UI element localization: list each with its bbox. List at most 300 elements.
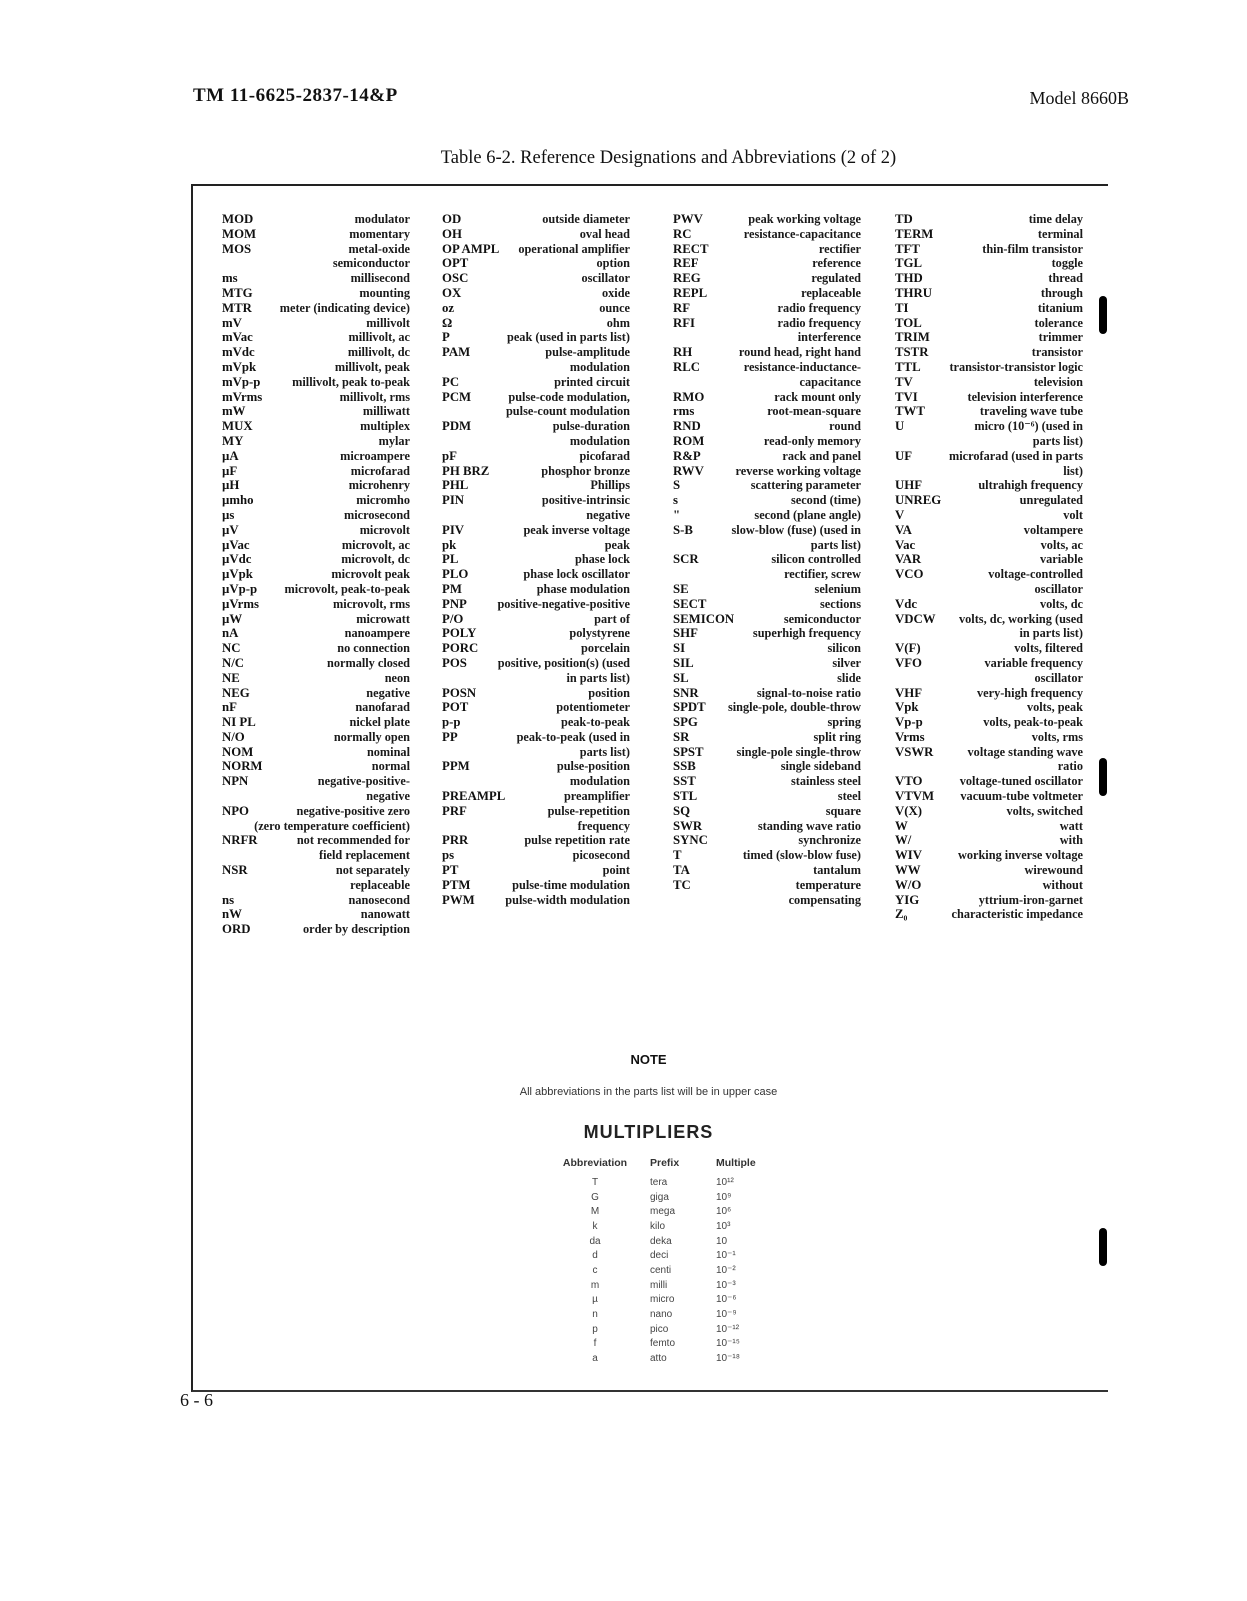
abbreviation-term: s [673,493,678,508]
abbreviation-definition: characteristic impedance [951,907,1083,922]
abbreviation-definition: microvolt peak [331,567,410,582]
abbreviation-term: NRFR [222,833,258,848]
abbreviation-definition: round head, right hand [738,345,861,360]
abbreviation-definition: picofarad [579,448,630,463]
abbreviation-term: VTVM [895,789,935,804]
multiplier-multiple: 10⁹ [716,1191,732,1203]
abbreviation-definition: signal-to-noise ratio [756,685,861,700]
abbreviation-column-4 [895,212,1083,922]
abbreviation-term: W/O [895,877,922,892]
abbreviation-entry [442,316,630,331]
abbreviation-term: TERM [895,226,934,241]
abbreviation-term: SPST [673,744,704,759]
abbreviation-entry [673,833,861,848]
abbreviation-term: MTR [222,300,252,315]
abbreviation-entry [673,819,861,834]
abbreviation-term: N/O [222,729,245,744]
abbreviation-term: WW [895,863,921,878]
abbreviation-definition: volt [1063,507,1083,522]
abbreviation-term: rms [673,404,695,419]
abbreviation-term: Vrms [895,729,925,744]
abbreviation-entry [222,656,410,671]
abbreviation-entry [895,878,1083,893]
multiplier-multiple: 10⁻² [716,1264,736,1276]
abbreviation-term: Vdc [895,596,918,611]
abbreviation-definition: normally open [333,729,410,744]
abbreviation-entry [673,656,861,671]
abbreviation-term: µs [222,507,235,522]
abbreviation-definition: reverse working voltage [735,463,861,478]
abbreviation-entry [222,582,410,597]
abbreviation-definition: yttrium-iron-garnet [978,892,1083,907]
abbreviation-definition: not separately replaceable [335,863,410,892]
abbreviation-definition: sections [820,596,861,611]
abbreviation-entry [222,538,410,553]
abbreviation-term: RWV [673,463,704,478]
abbreviation-term: NOM [222,744,254,759]
abbreviation-term: VHF [895,685,923,700]
abbreviation-term: MOD [222,212,254,226]
abbreviation-term: THRU [895,285,932,300]
abbreviation-definition: very-high frequency [977,685,1083,700]
abbreviation-term: SL [673,670,689,685]
abbreviation-entry [222,730,410,745]
abbreviation-definition: millivolt, dc [347,345,410,360]
abbreviation-entry [673,686,861,701]
abbreviation-definition: resistance-capacitance [743,226,861,241]
multiplier-multiple: 10³ [716,1220,731,1232]
abbreviation-entry [442,626,630,641]
abbreviation-definition: toggle [1051,256,1083,271]
multiplier-abbreviation: da [589,1235,601,1247]
abbreviation-definition: phase lock oscillator [523,567,630,582]
abbreviation-entry [222,390,410,405]
abbreviation-entry [895,848,1083,863]
abbreviation-definition: part of [594,611,630,626]
abbreviation-term: TSTR [895,345,929,360]
abbreviation-definition: option [596,256,630,271]
abbreviation-entry [673,774,861,789]
abbreviation-term: PH BRZ [442,463,490,478]
abbreviation-term: NPO [222,803,250,818]
multiplier-row [540,1219,776,1234]
abbreviation-entry [222,316,410,331]
multiplier-abbreviation: k [592,1220,598,1232]
abbreviation-entry [895,212,1083,227]
abbreviation-definition: positive, position(s) (used in parts list) [497,655,630,685]
abbreviation-term: THD [895,271,923,286]
abbreviation-entry [442,833,630,848]
multiplier-prefix: deci [650,1250,669,1262]
abbreviation-entry [222,552,410,567]
abbreviation-term: SPG [673,715,698,730]
multiplier-prefix: deka [650,1235,672,1247]
abbreviation-entry [895,612,1083,642]
abbreviation-definition: volts, dc [1039,596,1083,611]
abbreviation-term: NEG [222,685,250,700]
multiplier-multiple: 10⁻⁶ [716,1294,737,1306]
multiplier-row [540,1337,776,1352]
multiplier-row [540,1278,776,1293]
abbreviation-definition: no connection [337,641,410,656]
abbreviation-term: POSN [442,685,477,700]
abbreviation-term: ORD [222,922,251,937]
abbreviation-term: ns [222,892,235,907]
abbreviation-definition: superhigh frequency [752,626,861,641]
abbreviation-definition: single-pole single-throw [736,744,861,759]
abbreviation-entry [442,641,630,656]
abbreviation-entry [222,700,410,715]
abbreviation-entry [222,641,410,656]
abbreviation-term: MUX [222,419,253,434]
abbreviation-entry [222,271,410,286]
abbreviation-entry [442,242,630,257]
multiplier-prefix: kilo [650,1220,666,1232]
abbreviation-term: RC [673,226,692,241]
abbreviation-entry [673,493,861,508]
abbreviation-entry [222,567,410,582]
abbreviation-definition: microsecond [343,507,410,522]
abbreviation-entry [673,227,861,242]
abbreviation-entry [895,730,1083,745]
abbreviation-term: ms [222,271,238,286]
abbreviation-term: PC [442,374,460,389]
abbreviation-definition: steel [837,789,861,804]
abbreviation-definition: order by description [302,922,410,937]
abbreviation-definition: single-pole, double-throw [727,700,861,715]
abbreviation-term: µH [222,478,240,493]
abbreviation-entry [222,434,410,449]
abbreviation-term: NORM [222,759,263,774]
abbreviation-entry [222,375,410,390]
abbreviation-definition: ounce [599,300,630,315]
abbreviation-entry [895,360,1083,375]
abbreviation-entry [442,893,630,908]
abbreviation-entry [895,774,1083,789]
multiplier-row [540,1204,776,1219]
abbreviation-entry [442,419,630,449]
abbreviation-entry [895,893,1083,908]
abbreviation-term: mVac [222,330,253,345]
abbreviation-entry [222,493,410,508]
abbreviation-term: SEMICON [673,611,735,626]
abbreviation-term: U [895,419,905,434]
abbreviation-entry [895,700,1083,715]
abbreviation-entry [895,478,1083,493]
abbreviation-term: nW [222,907,242,922]
abbreviation-definition: negative [366,685,410,700]
abbreviation-definition: single sideband [780,759,861,774]
abbreviation-entry [222,212,410,227]
abbreviation-term: OP AMPL [442,241,500,256]
abbreviation-definition: square [825,803,861,818]
abbreviation-term: VSWR [895,744,934,759]
abbreviation-term: µVpk [222,567,253,582]
note-title: NOTE [630,1052,667,1067]
multiplier-abbreviation: p [592,1323,598,1335]
abbreviation-entry [442,567,630,582]
abbreviation-entry [442,464,630,479]
abbreviation-term: PP [442,729,458,744]
abbreviation-definition: silver [832,655,861,670]
abbreviation-entry [673,508,861,523]
multiplier-row [540,1263,776,1278]
abbreviation-term: PPM [442,759,470,774]
abbreviation-definition: volts, ac [1040,537,1083,552]
abbreviation-entry [222,523,410,538]
abbreviation-term: mVrms [222,389,263,404]
abbreviation-entry [673,390,861,405]
abbreviation-definition: pulse-repetition frequency [547,803,630,833]
abbreviation-term: NC [222,641,241,656]
abbreviation-definition: nominal [366,744,410,759]
abbreviation-definition: pulse-time modulation [512,877,630,892]
abbreviation-definition: porcelain [581,641,630,656]
abbreviation-entry [222,774,410,804]
header-abbreviation: Abbreviation [562,1157,628,1169]
abbreviation-definition: traveling wave tube [979,404,1083,419]
abbreviation-term: TGL [895,256,923,271]
abbreviation-term: PNP [442,596,467,611]
abbreviation-definition: timed (slow-blow fuse) [742,848,861,863]
abbreviation-column-1 [222,212,410,937]
abbreviation-definition: polystyrene [569,626,630,641]
abbreviation-definition: thread [1048,271,1083,286]
abbreviation-term: Vp-p [895,715,923,730]
abbreviation-entry [442,478,630,493]
abbreviation-entry [442,256,630,271]
abbreviation-definition: spring [827,715,861,730]
abbreviation-definition: printed circuit [554,374,630,389]
abbreviation-definition: television [1033,374,1083,389]
abbreviation-term: VA [895,522,912,537]
abbreviation-term: ROM [673,433,705,448]
multiplier-prefix: micro [650,1294,675,1306]
abbreviation-definition: standing wave ratio [757,818,861,833]
abbreviation-definition: variable frequency oscillator [984,655,1083,685]
abbreviation-definition: reference [812,256,861,271]
abbreviation-term: VCO [895,567,924,582]
abbreviation-definition: peak working voltage [748,212,861,226]
abbreviation-term: OD [442,212,462,226]
abbreviation-definition: potentiometer [556,700,630,715]
abbreviation-definition: peak [604,537,630,552]
abbreviation-entry [673,271,861,286]
abbreviation-entry [673,256,861,271]
binder-hole-mark [1099,296,1107,334]
abbreviation-term: mV [222,315,242,330]
abbreviation-definition: tantalum [813,863,861,878]
model-number: Model 8660B [1029,88,1129,108]
abbreviation-definition: with [1059,833,1083,848]
abbreviation-definition: outside diameter [542,212,630,226]
abbreviation-entry [895,597,1083,612]
abbreviation-definition: terminal [1037,226,1083,241]
abbreviation-entry [442,552,630,567]
abbreviation-entry [895,641,1083,656]
abbreviation-term: µmho [222,493,254,508]
abbreviation-definition: root-mean-square [767,404,861,419]
abbreviation-entry [222,478,410,493]
abbreviation-definition: pulse repetition rate [524,833,630,848]
abbreviation-entry [222,227,410,242]
abbreviation-definition: unregulated [1019,493,1083,508]
multiplier-multiple: 10⁻³ [716,1279,736,1291]
abbreviation-term: RLC [673,359,701,374]
abbreviation-entry [442,686,630,701]
abbreviation-definition: oscillator [581,271,630,286]
abbreviation-entry [895,271,1083,286]
abbreviation-definition: watt [1059,818,1083,833]
abbreviation-entry [673,671,861,686]
abbreviation-entry [673,419,861,434]
abbreviation-entry [895,227,1083,242]
abbreviation-definition: nanowatt [360,907,410,922]
abbreviation-entry [895,286,1083,301]
header-prefix: Prefix [650,1157,680,1169]
abbreviation-term: pF [442,448,457,463]
abbreviation-definition: voltage-controlled oscillator [988,567,1083,596]
abbreviation-definition: wirewound [1024,863,1083,878]
abbreviation-definition: microfarad (used in parts list) [949,448,1084,478]
abbreviation-entry [673,730,861,745]
abbreviation-entry [895,375,1083,390]
multiplier-abbreviation: a [592,1353,598,1365]
abbreviation-term: PCM [442,389,472,404]
abbreviation-entry [673,212,861,227]
abbreviation-entry [895,523,1083,538]
multiplier-multiple: 10 [716,1235,728,1247]
abbreviation-entry [222,597,410,612]
abbreviation-entry [895,686,1083,701]
abbreviation-definition: Phillips [590,478,630,493]
multiplier-row [540,1248,776,1263]
abbreviation-entry [673,759,861,774]
abbreviation-entry [442,523,630,538]
abbreviation-term: PIV [442,522,465,537]
abbreviation-term: PWV [673,212,703,226]
abbreviation-term: TI [895,300,909,315]
abbreviation-entry [895,538,1083,553]
abbreviation-term: mVpk [222,359,257,374]
abbreviation-definition: volts, filtered [1014,641,1083,656]
abbreviation-definition: television interference [967,389,1083,404]
abbreviation-definition: titanium [1037,300,1083,315]
abbreviation-definition: meter (indicating device) [279,300,410,315]
multiplier-row [540,1322,776,1337]
abbreviation-entry [442,863,630,878]
abbreviation-definition: ohm [606,315,630,330]
abbreviation-definition: normally closed [327,655,410,670]
document-id: TM 11-6625-2837-14&P [193,85,398,106]
abbreviation-term: TTL [895,359,921,374]
multiplier-abbreviation: m [590,1279,600,1291]
abbreviation-entry [673,301,861,316]
abbreviation-definition: positive-negative-positive [497,596,630,611]
abbreviation-entry [673,700,861,715]
abbreviation-definition: peak-to-peak (used in parts list) [516,729,630,759]
abbreviation-entry [895,567,1083,597]
abbreviation-definition: nanosecond [348,892,410,907]
abbreviation-entry [442,789,630,804]
abbreviation-term: mVdc [222,345,255,360]
multiplier-multiple: 10⁻¹² [716,1323,740,1335]
abbreviation-definition: milliwatt [362,404,410,419]
abbreviation-definition: volts, switched [1006,803,1083,818]
abbreviation-term: µVrms [222,596,259,611]
abbreviation-entry [222,330,410,345]
abbreviation-entry [895,493,1083,508]
abbreviation-entry [442,656,630,686]
abbreviation-term: S [673,478,681,493]
abbreviation-term: nF [222,700,237,715]
abbreviation-definition: point [602,863,630,878]
abbreviation-entry [895,819,1083,834]
abbreviation-entry [673,612,861,627]
abbreviation-term: OSC [442,271,469,286]
abbreviation-definition: trimmer [1038,330,1083,345]
abbreviation-entry [895,656,1083,686]
abbreviation-entry [673,404,861,419]
abbreviation-definition: rack mount only [774,389,861,404]
abbreviation-entry [673,464,861,479]
abbreviation-definition: pulse-amplitude modulation [545,345,630,374]
abbreviation-entry [222,404,410,419]
abbreviation-entry [442,582,630,597]
abbreviation-term: SYNC [673,833,708,848]
abbreviation-term: UHF [895,478,923,493]
abbreviation-term: TFT [895,241,920,256]
abbreviation-term: P/O [442,611,464,626]
multipliers-header-row [540,1157,776,1175]
abbreviation-term: PAM [442,345,471,360]
abbreviation-definition: semiconductor [783,611,861,626]
abbreviation-term: REG [673,271,701,286]
abbreviation-definition: tolerance [1034,315,1083,330]
abbreviation-term: SSB [673,759,696,774]
abbreviation-term: UNREG [895,493,942,508]
abbreviation-term: NSR [222,863,248,878]
multiplier-abbreviation: G [591,1191,599,1203]
abbreviation-entry [895,508,1083,523]
abbreviation-entry [222,345,410,360]
abbreviation-term: SWR [673,818,703,833]
abbreviation-definition: microampere [340,448,410,463]
abbreviation-entry [442,493,630,523]
abbreviation-entry [895,833,1083,848]
abbreviation-definition: voltage standing wave ratio [967,744,1083,774]
abbreviation-term: R&P [673,448,701,463]
abbreviation-definition: micromho [356,493,410,508]
abbreviation-definition: ultrahigh frequency [978,478,1083,493]
abbreviation-term: PRR [442,833,469,848]
abbreviation-entry [895,789,1083,804]
abbreviation-term: TD [895,212,913,226]
abbreviation-entry [895,256,1083,271]
abbreviation-definition: resistance-inductance-capacitance [743,359,861,389]
abbreviation-term: RFI [673,315,696,330]
abbreviation-entry [442,227,630,242]
abbreviation-term: N/C [222,655,245,670]
abbreviation-definition: mylar [378,433,410,448]
abbreviation-term: SNR [673,685,699,700]
abbreviation-entry [222,626,410,641]
abbreviation-entry [442,700,630,715]
abbreviation-entry [895,301,1083,316]
abbreviation-entry [442,612,630,627]
abbreviation-entry [673,878,861,908]
abbreviation-entry [895,404,1083,419]
